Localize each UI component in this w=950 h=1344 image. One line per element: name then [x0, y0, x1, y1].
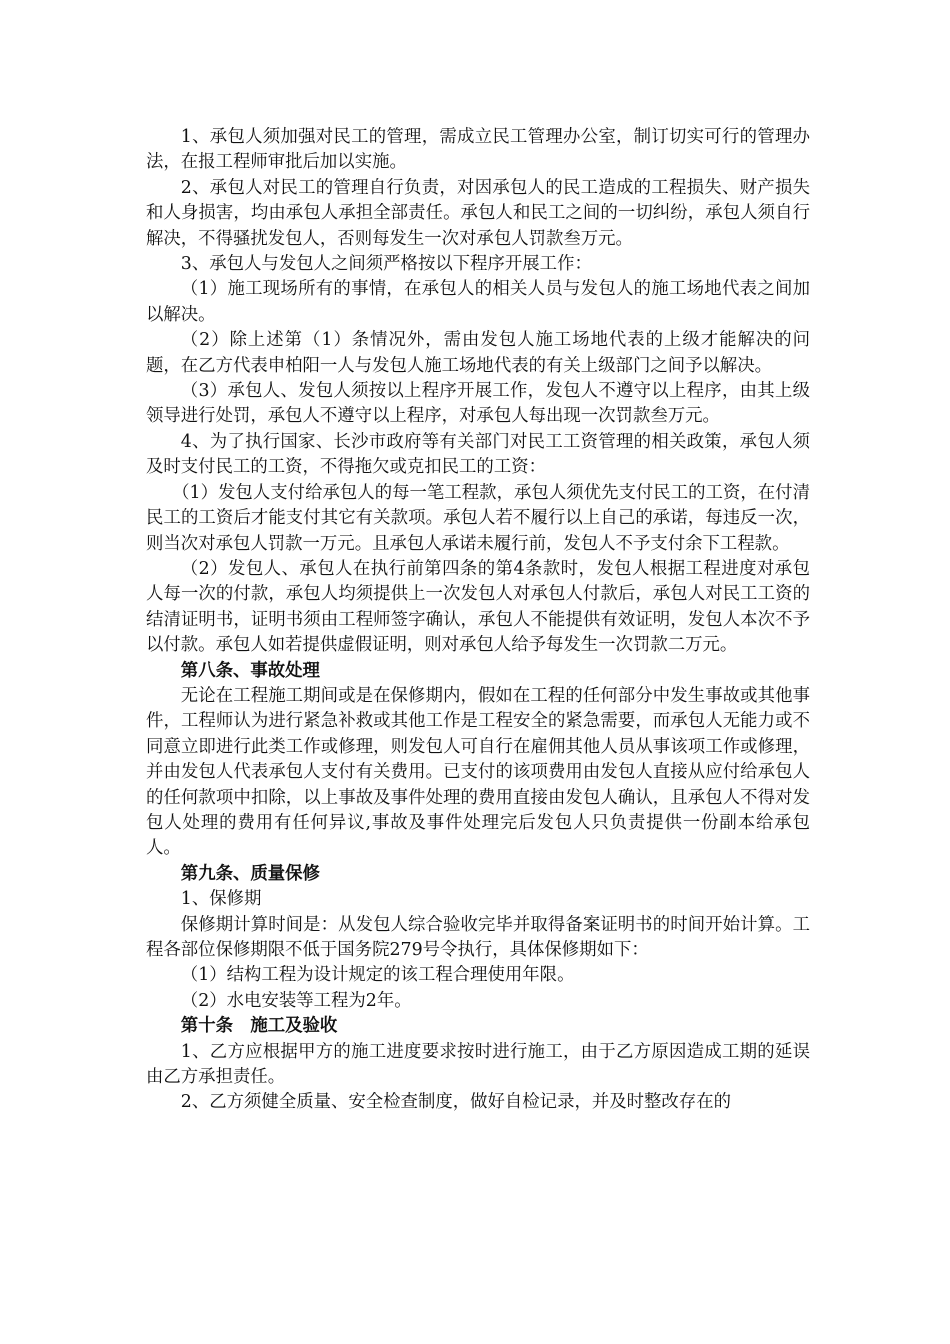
- paragraph-warranty-1: （1）结构工程为设计规定的该工程合理使用年限。: [180, 965, 575, 986]
- paragraph-construction-1: 1、乙方应根据甲方的施工进度要求按时进行施工，由于乙方原因造成工期的延误由乙方承担责任。: [146, 1041, 810, 1088]
- document-page: [146, 125, 810, 1116]
- section-heading-9: 第九条、质量保修: [180, 863, 320, 884]
- paragraph-3-3: （3）承包人、发包人须按以上程序开展工作，发包人不遵守以上程序，由其上级领导进行处罚，承包人不遵守以上程序，对承包人每出现一次罚款叁万元。: [146, 381, 810, 427]
- paragraph-accident: 无论在工程施工期间或是在保修期内，假如在工程的任何部分中发生事故或其他事件，工程师认为进行紧急补救或其他工作是工程安全的紧急需要，而承包人无能力或不同意立即进行此类工作或修理，则发包人可自行在雇佣其他人员从事该项工作或修理，并由发包人代表承包人支付有关费用。已支付的该项费用由发包人直接从应付给承包人的任何款项中扣除，以上事故及事件处理的费用直接由发包人确认，且承包人不得对发包人处理的费用有任何异议,事故及事件处理完后发包人只负责提供一份副本给承包人。: [146, 685, 810, 859]
- section-heading-8: 第八条、事故处理: [180, 660, 320, 681]
- paragraph-4-1: （1）发包人支付给承包人的每一笔工程款，承包人须优先支付民工的工资，在付清民工的工资后才能支付其它有关款项。承包人若不履行以上自己的承诺，每违反一次，则当次对承包人罚款一万元。且承包人承诺未履行前，发包人不予支付余下工程款。: [146, 482, 810, 554]
- section-heading-10: 第十条 施工及验收: [180, 1016, 338, 1037]
- paragraph-3-1: （1）施工现场所有的事情，在承包人的相关人员与发包人的施工场地代表之间加以解决。: [146, 279, 810, 325]
- paragraph-warranty: 保修期计算时间是：从发包人综合验收完毕并取得备案证明书的时间开始计算。工程各部位保修期限不低于国务院279号令执行，具体保修期如下：: [146, 914, 810, 960]
- paragraph-construction-2: 2、乙方须健全质量、安全检查制度，做好自检记录，并及时整改存在的: [180, 1092, 731, 1113]
- paragraph-3: 3、承包人与发包人之间须严格按以下程序开展工作：: [180, 254, 592, 275]
- paragraph-1: 1、承包人须加强对民工的管理，需成立民工管理办公室，制订切实可行的管理办法，在报工程师审批后加以实施。: [146, 127, 810, 173]
- paragraph-warranty-title: 1、保修期: [180, 889, 262, 910]
- paragraph-4-2: （2）发包人、承包人在执行前第四条的第4条款时，发包人根据工程进度对承包人每一次的付款，承包人均须提供上一次发包人对承包人付款后，承包人对民工工资的结清证明书，证明书须由工程师签字确认，承包人不能提供有效证明，发包人本次不予以付款。承包人如若提供虚假证明，则对承包人给予每发生一次罚款二万元。: [146, 558, 810, 656]
- paragraph-warranty-2: （2）水电安装等工程为2年。: [180, 990, 412, 1011]
- paragraph-2: 2、承包人对民工的管理自行负责，对因承包人的民工造成的工程损失、财产损失和人身损害，均由承包人承担全部责任。承包人和民工之间的一切纠纷，承包人须自行解决，不得骚扰发包人，否则每发生一次对承包人罚款叁万元。: [146, 177, 810, 249]
- paragraph-4: 4、为了执行国家、长沙市政府等有关部门对民工工资管理的相关政策，承包人须及时支付民工的工资，不得拖欠或克扣民工的工资：: [146, 431, 810, 478]
- paragraph-3-2: （2）除上述第（1）条情况外，需由发包人施工场地代表的上级才能解决的问题，在乙方代表申柏阳一人与发包人施工场地代表的有关上级部门之间予以解决。: [146, 330, 810, 376]
